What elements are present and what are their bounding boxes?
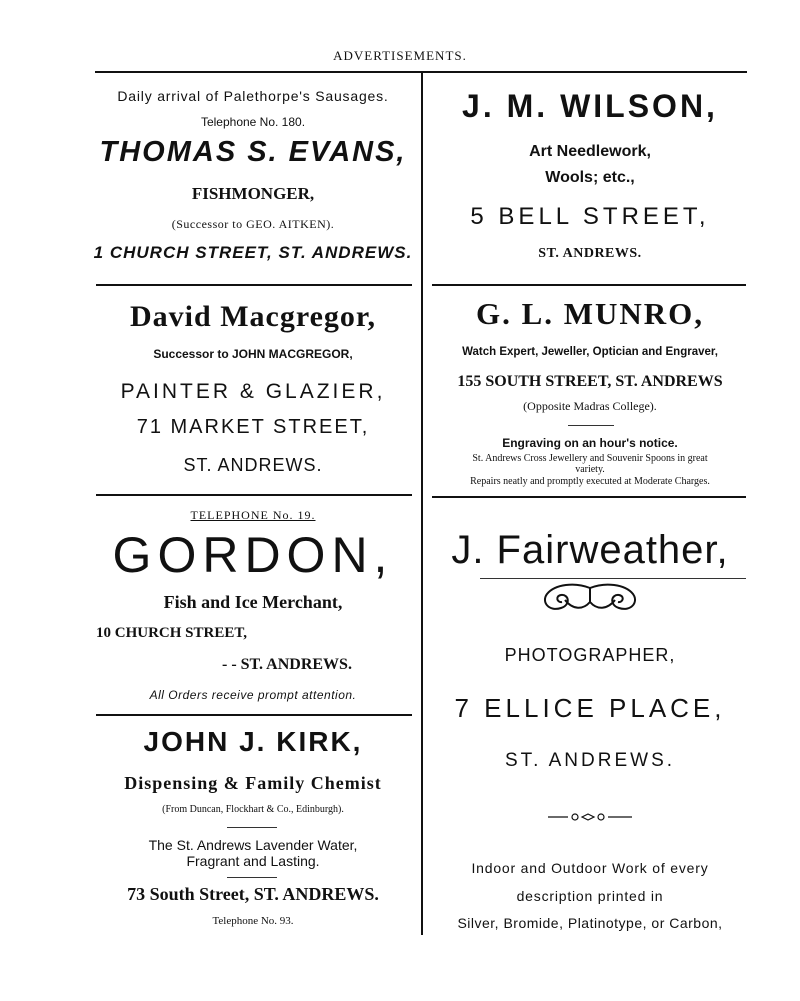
rule-below-macgregor bbox=[96, 494, 412, 496]
fairweather-name: J. Fairweather, bbox=[451, 528, 729, 572]
munro-opposite: (Opposite Madras College). bbox=[523, 399, 657, 413]
wilson-line2: Wools; etc., bbox=[545, 169, 635, 186]
fairweather-work-line1: Indoor and Outdoor Work of every bbox=[471, 860, 709, 876]
munro-variety: variety. bbox=[575, 464, 605, 475]
munro-jewellery: St. Andrews Cross Jewellery and Souvenir Spoons in great bbox=[472, 453, 708, 464]
macgregor-street: 71 MARKET STREET, bbox=[136, 416, 370, 438]
fairweather-work-line2: description printed in bbox=[516, 888, 664, 904]
rule-below-wilson bbox=[432, 284, 746, 286]
gordon-street: 10 CHURCH STREET, bbox=[96, 625, 247, 641]
gordon-name: GORDON, bbox=[112, 527, 394, 583]
wilson-town: ST. ANDREWS. bbox=[538, 246, 642, 261]
fairweather-rule bbox=[480, 578, 746, 579]
wilson-street: 5 BELL STREET, bbox=[470, 203, 710, 230]
kirk-telephone: Telephone No. 93. bbox=[212, 915, 294, 927]
kirk-name: JOHN J. KIRK, bbox=[143, 726, 363, 757]
evans-name: THOMAS S. EVANS, bbox=[99, 136, 407, 168]
flourish-ornament-icon bbox=[535, 580, 645, 616]
evans-successor: (Successor to GEO. AITKEN). bbox=[171, 217, 335, 231]
page-header: ADVERTISEMENTS. bbox=[333, 48, 467, 63]
munro-engraving: Engraving on an hour's notice. bbox=[502, 436, 678, 450]
evans-address: 1 CHURCH STREET, ST. ANDREWS. bbox=[93, 243, 413, 262]
macgregor-trade: PAINTER & GLAZIER, bbox=[120, 380, 386, 403]
rule-below-gordon bbox=[96, 714, 412, 716]
gordon-telephone: TELEPHONE No. 19. bbox=[190, 508, 316, 522]
macgregor-town: ST. ANDREWS. bbox=[183, 455, 323, 475]
small-dash-ornament-icon bbox=[548, 812, 632, 822]
munro-repairs: Repairs neatly and promptly executed at Moderate Charges. bbox=[470, 476, 710, 487]
kirk-address: 73 South Street, ST. ANDREWS. bbox=[127, 884, 379, 904]
rule-below-munro bbox=[432, 496, 746, 498]
wilson-line1: Art Needlework, bbox=[529, 143, 651, 160]
kirk-small-rule-1 bbox=[227, 827, 277, 828]
evans-trade: FISHMONGER, bbox=[191, 184, 315, 203]
kirk-lavender-line1: The St. Andrews Lavender Water, bbox=[148, 837, 358, 853]
gordon-orders: All Orders receive prompt attention. bbox=[149, 688, 357, 702]
gordon-trade: Fish and Ice Merchant, bbox=[163, 592, 343, 612]
munro-trade: Watch Expert, Jeweller, Optician and Engraver, bbox=[462, 346, 718, 358]
munro-name: G. L. MUNRO, bbox=[475, 296, 705, 331]
kirk-from: (From Duncan, Flockhart & Co., Edinburgh). bbox=[162, 804, 344, 815]
macgregor-name: David Macgregor, bbox=[130, 300, 376, 333]
macgregor-successor: Successor to JOHN MACGREGOR, bbox=[153, 347, 353, 361]
gordon-town: - - ST. ANDREWS. bbox=[222, 656, 352, 673]
kirk-small-rule-2 bbox=[227, 877, 277, 878]
fairweather-work-line3: Silver, Bromide, Platinotype, or Carbon, bbox=[457, 915, 723, 931]
column-divider bbox=[421, 73, 423, 935]
munro-address: 155 SOUTH STREET, ST. ANDREWS bbox=[457, 373, 723, 390]
evans-sausages-line: Daily arrival of Palethorpe's Sausages. bbox=[117, 88, 389, 104]
rule-below-evans bbox=[96, 284, 412, 286]
kirk-lavender-line2: Fragrant and Lasting. bbox=[186, 853, 320, 869]
wilson-name: J. M. WILSON, bbox=[462, 88, 718, 124]
munro-small-rule bbox=[568, 425, 614, 426]
fairweather-town: ST. ANDREWS. bbox=[504, 750, 676, 771]
kirk-trade: Dispensing & Family Chemist bbox=[124, 773, 382, 793]
evans-telephone: Telephone No. 180. bbox=[200, 115, 306, 129]
fairweather-trade: PHOTOGRAPHER, bbox=[504, 645, 676, 665]
fairweather-street: 7 ELLICE PLACE, bbox=[454, 693, 726, 723]
